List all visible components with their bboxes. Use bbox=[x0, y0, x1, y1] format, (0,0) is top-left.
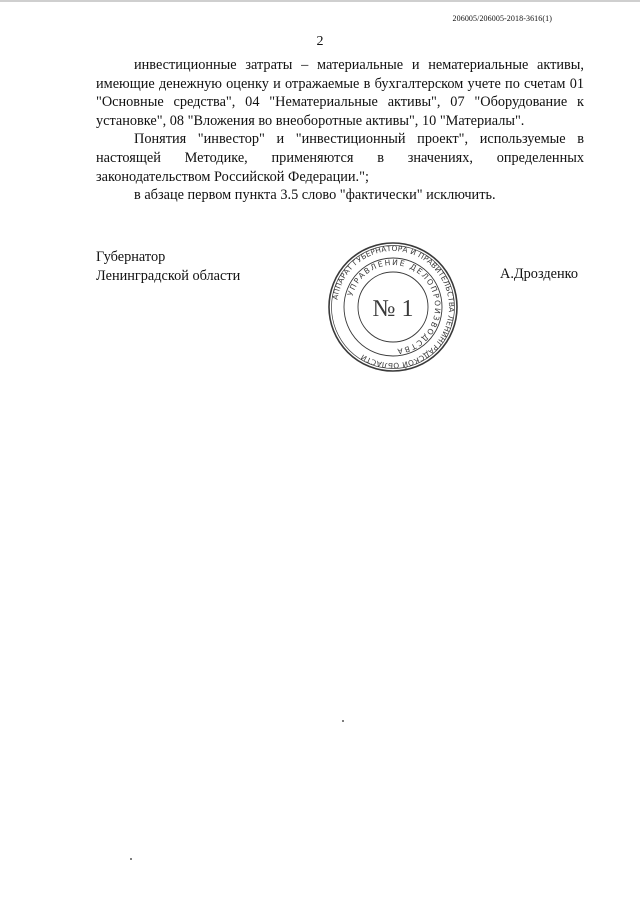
paragraph-amendment: в абзаце первом пункта 3.5 слово "фактически" исключить. bbox=[134, 187, 496, 204]
signatory-name: А.Дрозденко bbox=[500, 266, 578, 282]
scan-speck bbox=[342, 720, 344, 722]
seal-inner-text: УПРАВЛЕНИЕ ДЕЛОПРОИЗВОДСТВА bbox=[345, 257, 443, 356]
page-top-edge bbox=[0, 0, 640, 2]
seal-outer-text: АППАРАТ ГУБЕРНАТОРА И ПРАВИТЕЛЬСТВА ЛЕНИНГРАДСКОЙ ОБЛАСТИ bbox=[330, 243, 457, 371]
page-number: 2 bbox=[316, 34, 324, 49]
signatory-position-line1: Губернатор bbox=[96, 249, 166, 265]
signatory-position-line2: Ленинградской области bbox=[96, 268, 241, 284]
scan-speck bbox=[130, 858, 132, 860]
official-seal-stamp bbox=[326, 240, 460, 374]
seal-number: № 1 bbox=[372, 296, 414, 322]
document-body bbox=[96, 56, 584, 205]
paragraph-investment-costs: инвестиционные затраты – материальные и нематериальные активы, имеющие денежную оценку и отражаемые в бухгалтерском учете по счетам 01 "Основные средства", 04 "Нематериальные активы", 07 "Оборудование к установке", 08 "Вложения во внеоборотные активы", 10 "Материалы". bbox=[96, 57, 584, 129]
paragraph-definitions: Понятия "инвестор" и "инвестиционный проект", используемые в настоящей Методике, применяются в значениях, определенных законодательством Российской Федерации."; bbox=[96, 131, 584, 185]
signatory-position bbox=[96, 248, 240, 286]
document-registration-code: 206005/206005-2018-3616(1) bbox=[452, 14, 552, 23]
